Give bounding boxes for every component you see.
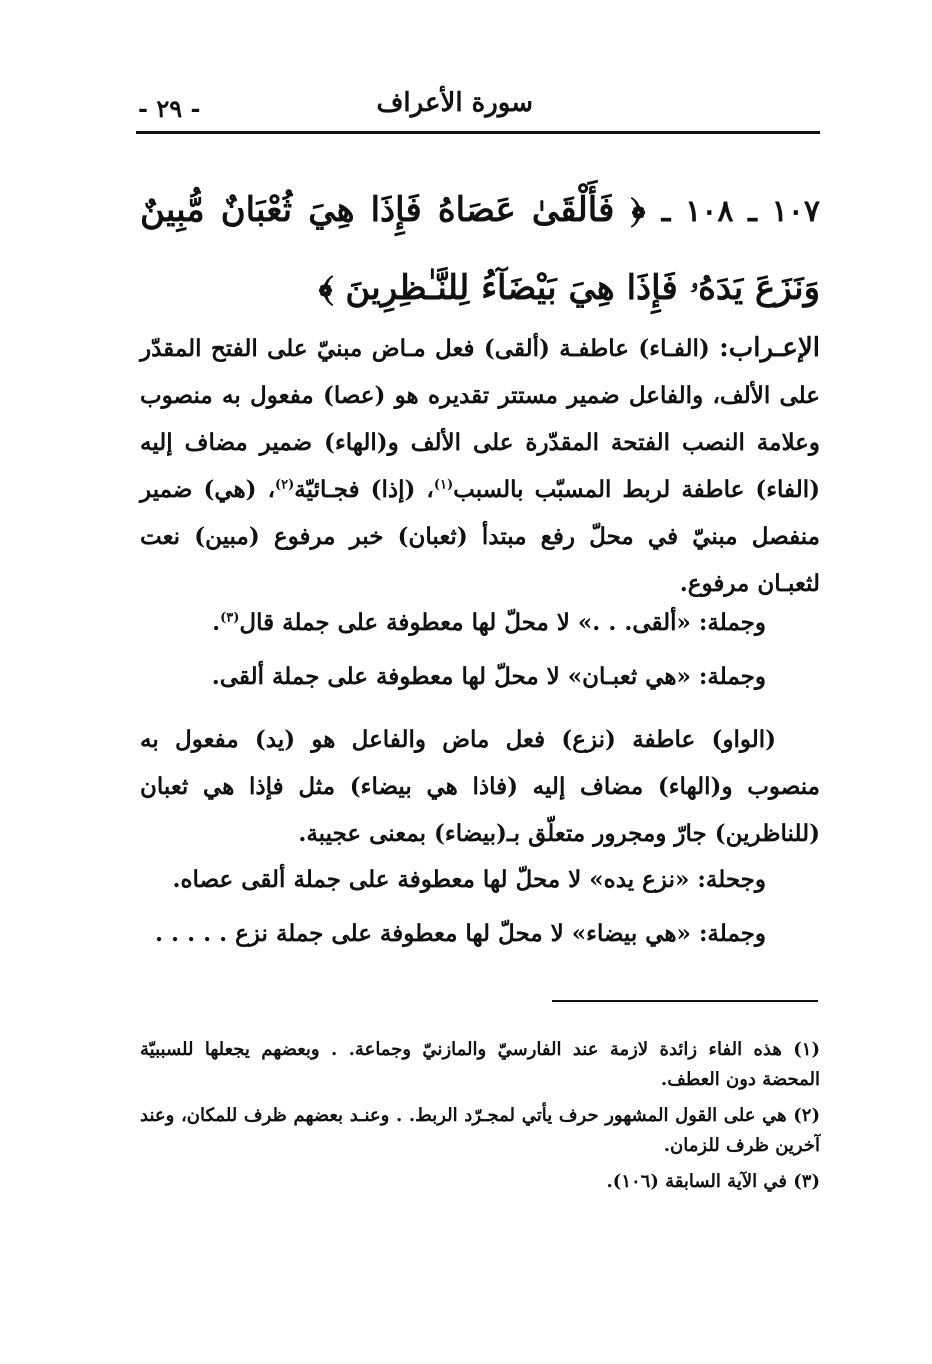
footnote-2-number: (٢) xyxy=(793,1105,820,1126)
verse-numbers: ١٠٧ ـ ١٠٨ ـ xyxy=(661,194,820,229)
footnote-1-number: (١) xyxy=(793,1039,820,1060)
footnote-divider xyxy=(552,1000,818,1002)
footnote-3-number: (٣) xyxy=(793,1171,820,1192)
footnote-ref-1: (١) xyxy=(433,477,454,493)
page-header xyxy=(138,88,818,130)
footnote-ref-3: (٣) xyxy=(220,610,240,626)
sentence-thuban: وجملة: «هي ثعبـان» لا محلّ لها معطوفة على جملة ألقى. xyxy=(211,663,766,690)
irab-text-part-1: (الفـاء) عاطفـة (ألقى) فعل مـاض مبنيّ على الفتح المقدّر على الألف، والفاعل ضمير مستتر تقديره هو (عصا) مفعول به منصوب وعلامة النصب الفتحة المقدّرة على الألف و(الهاء) ضمير مضاف إليه (الفاء) عاطفة لربط المسبّب بالسبب xyxy=(140,335,820,503)
sentence-alqa xyxy=(212,609,766,636)
irab-text-part-2: ، (إذا) فجـائيّة xyxy=(294,476,434,503)
footnote-1-text: هذه الفاء زائدة لازمة عند الفارسيّ والمازنيّ وجماعة. . وبعضهم يجعلها للسببيّة المحضة دون العطف. xyxy=(140,1039,820,1090)
sentence-baydaa: وجملة: «هي بيضاء» لا محلّ لها معطوفة على جملة نزع . . . . . xyxy=(155,920,766,947)
verse-text: ﴿ فَأَلْقَىٰ عَصَاهُ فَإِذَا هِيَ ثُعْبَانٌ مُّبِينٌ وَنَزَعَ يَدَهُۥ فَإِذَا هِيَ بَيْضَآءُ لِلنَّـٰظِرِينَ ﴾ xyxy=(140,190,820,308)
header-divider xyxy=(136,131,820,134)
sentence-naza: وجحلة: «نزع يده» لا محلّ لها معطوفة على جملة ألقى عصاه. xyxy=(172,866,766,893)
sentence-alqa-end: . xyxy=(212,609,221,636)
footnote-1 xyxy=(140,1035,820,1095)
quran-verse xyxy=(140,172,820,326)
footnotes xyxy=(140,1035,820,1203)
footnote-2-text: هي على القول المشهور حرف يأتي لمجـرّد الربط. . وعنـد بعضهم ظرف للمكان، وعند آخرين ظرف للزمان. xyxy=(140,1105,820,1156)
irab-paragraph xyxy=(140,325,820,607)
footnote-2 xyxy=(140,1101,820,1161)
footnote-3-text: في الآية السابقة (١٠٦). xyxy=(606,1171,787,1192)
footnote-ref-2: (٢) xyxy=(275,477,295,493)
waw-paragraph: (الواو) عاطفة (نزع) فعل ماض والفاعل هو (يد) مفعول به منصوب و(الهاء) مضاف إليه (فاذا هي بيضاء) مثل فإذا هي ثعبان (للناظرين) جارّ ومجرور متعلّق بـ(بيضاء) بمعنى عجيبة. xyxy=(140,726,820,847)
surah-title: سورة الأعراف xyxy=(376,88,533,118)
irab-text-part-3: ، (هي) ضمير منفصل مبنيّ في محلّ رفع مبتدأ (ثعبان) خبر مرفوع (مبين) نعت لثعبـان مرفوع. xyxy=(140,476,820,597)
sentence-alqa-text: وجملة: «ألقى. . .» لا محلّ لها معطوفة على جملة قال xyxy=(239,609,766,636)
footnote-3 xyxy=(140,1167,820,1197)
page-number: - ٢٩ - xyxy=(138,94,201,123)
irab-label: الإعـراب: xyxy=(719,333,820,363)
